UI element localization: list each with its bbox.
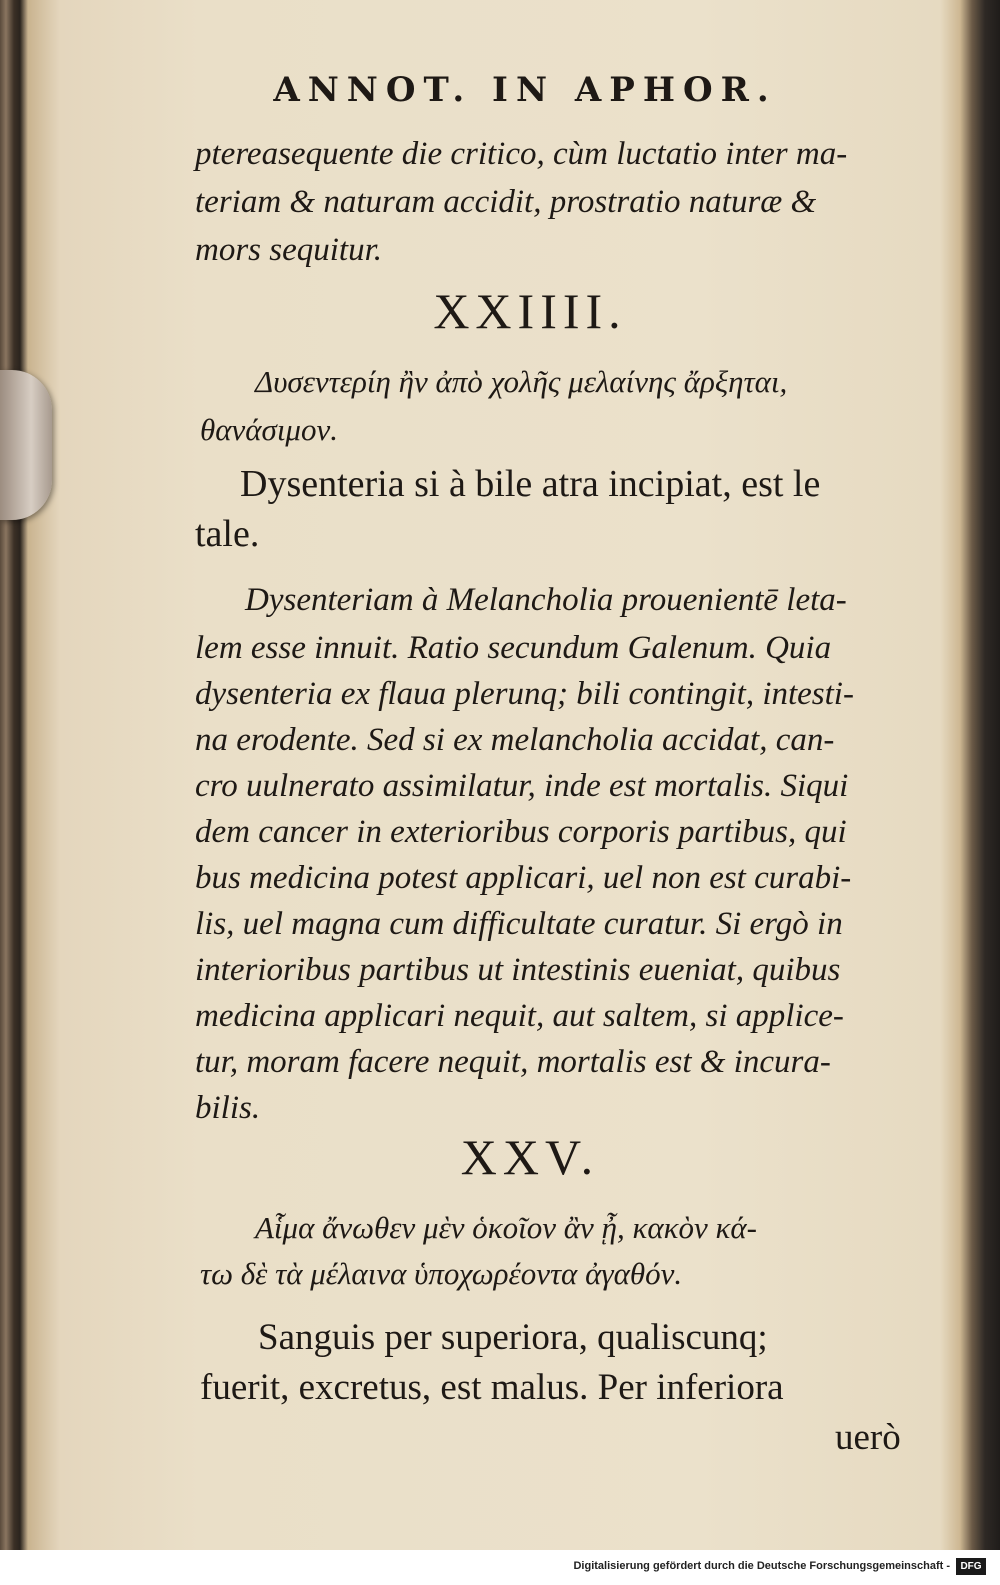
greek-line: θανάσιμον. [200, 412, 339, 447]
commentary-line: na erodente. Sed si ex melancholia accidat, can- [195, 722, 835, 758]
greek-line: Αἷμα ἄνωθεν μὲν ὁκοῖον ἂν ᾖ, κακὸν κά- [255, 1210, 757, 1245]
commentary-line: dem cancer in exterioribus corporis partibus, qui [195, 814, 847, 850]
catchword: uerò [835, 1417, 901, 1458]
commentary-line: lem esse innuit. Ratio secundum Galenum. Quia [195, 630, 832, 666]
dfg-logo: DFG [956, 1558, 986, 1575]
aphorism-number: XXV. [460, 1129, 600, 1185]
commentary-line: tur, moram facere nequit, mortalis est & incura- [195, 1044, 831, 1080]
commentary-line: medicina applicari nequit, aut saltem, si applice- [195, 998, 844, 1034]
commentary-line: bus medicina potest applicari, uel non est curabi- [195, 860, 852, 896]
latin-line: Sanguis per superiora, qualiscunq; [258, 1317, 768, 1358]
latin-line: tale. [195, 513, 260, 555]
aphorism-number: XXIIII. [433, 283, 627, 339]
latin-line: Dysenteria si à bile atra incipiat, est le [240, 463, 821, 505]
book-clip [0, 370, 52, 520]
text-line: ptereasequente die critico, cùm luctatio inter ma- [195, 136, 848, 172]
commentary-line: dysenteria ex flaua plerunq; bili contingit, intesti- [195, 676, 854, 712]
text-line: mors sequitur. [195, 232, 383, 268]
text-line: teriam & naturam accidit, prostratio naturæ & [195, 184, 817, 220]
latin-line: fuerit, excretus, est malus. Per inferiora [200, 1367, 784, 1408]
commentary-line: cro uulnerato assimilatur, inde est mortalis. Siqui [195, 768, 849, 804]
digitization-footer [0, 1550, 1000, 1585]
commentary-line: Dysenteriam à Melancholia prouenientē leta- [245, 582, 847, 618]
running-header: ANNOT. IN APHOR. [273, 70, 777, 110]
commentary-line: lis, uel magna cum difficultate curatur. Si ergò in [195, 906, 843, 942]
greek-line: Δυσεντερίη ἢν ἀπὸ χολῆς μελαίνης ἄρξηται, [255, 364, 788, 399]
commentary-line: bilis. [195, 1090, 261, 1126]
footer-credit: Digitalisierung gefördert durch die Deutsche Forschungsgemeinschaft - [573, 1560, 950, 1572]
commentary-line: interioribus partibus ut intestinis eueniat, quibus [195, 952, 841, 988]
greek-line: τω δὲ τὰ μέλαινα ὑποχωρέοντα ἀγαθόν. [200, 1256, 683, 1291]
